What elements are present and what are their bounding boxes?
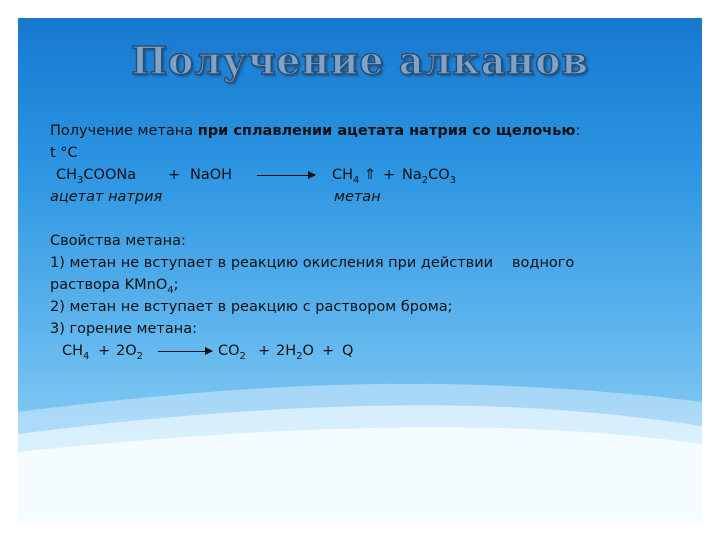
plus-sign: + [168, 167, 181, 183]
plus-sign: + [322, 343, 335, 359]
condition-line [50, 142, 690, 164]
gas-evolution-arrow-icon: ⇑ [364, 167, 377, 183]
intro-line [50, 120, 690, 142]
product-water: $2H_2O$ [276, 343, 314, 362]
property-3: 3) горение метана: [50, 321, 197, 337]
product-sodium-carbonate: $Na_2CO_3$ [402, 167, 457, 186]
plus-sign: + [258, 343, 271, 359]
plus-sign: + [98, 343, 111, 359]
reaction-condition: t °C [50, 145, 78, 161]
property-2: 2) метан не вступает в реакцию с раствором брома; [50, 299, 453, 315]
intro-suffix: : [575, 123, 581, 139]
product-methane: $CH_4$ ⇑ [332, 167, 377, 186]
reaction-arrow [158, 351, 212, 352]
reaction1-labels [50, 186, 690, 208]
reactant-oxygen: $2O_2$ [116, 343, 144, 362]
plus-sign: + [383, 167, 396, 183]
label-sodium-acetate: ацетат натрия [50, 189, 163, 205]
product-heat: Q [342, 343, 354, 359]
properties-heading: Свойства метана: [50, 233, 186, 249]
reactant-naoh: NaOH [190, 167, 233, 183]
label-methane: метан [334, 189, 381, 205]
reaction-arrow [257, 175, 315, 176]
slide-title: Получение алканов [131, 38, 589, 83]
slide-content [50, 120, 690, 362]
reaction2-equation [50, 340, 690, 362]
intro-prefix: Получение метана [50, 123, 198, 139]
reactant-methane: $CH_4$ [62, 343, 90, 362]
reactant-sodium-acetate: $CH_3COONa$ [56, 167, 137, 186]
property-1: 1) метан не вступает в реакцию окисления при действии водного [50, 255, 575, 271]
product-carbon-dioxide: $CO_2$ [218, 343, 246, 362]
reaction1-equation [50, 164, 690, 186]
wave-decoration [18, 372, 702, 522]
property-1-continued: раствора KMnO$_4$; [50, 277, 179, 296]
intro-highlight: при сплавлении ацетата натрия со щелочью [197, 123, 576, 139]
